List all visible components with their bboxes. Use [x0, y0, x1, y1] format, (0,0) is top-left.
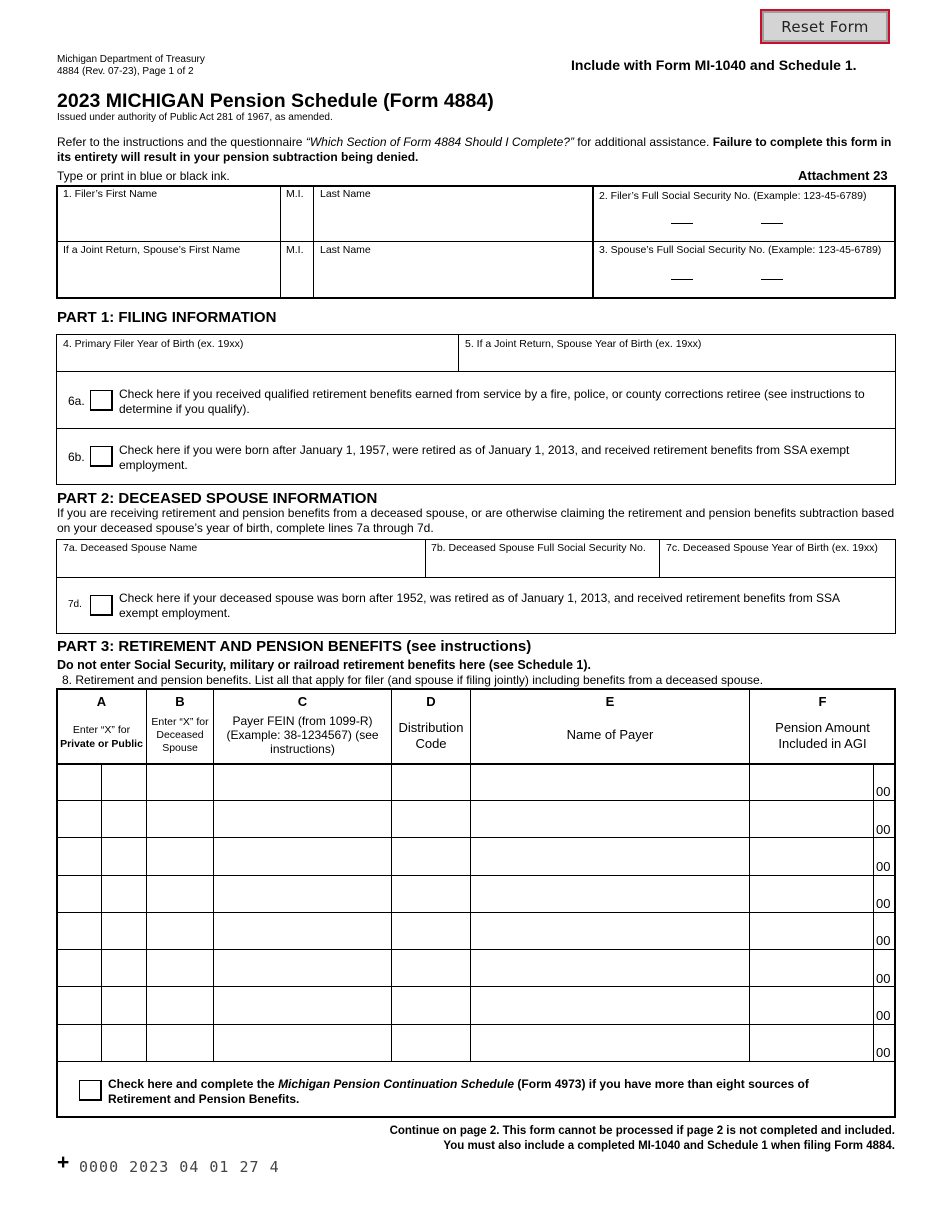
spouse-mi-field[interactable]: M.I. [286, 244, 304, 256]
col-e-letter: E [605, 694, 615, 709]
spouse-last-name-field[interactable]: Last Name [320, 244, 371, 256]
page-title: 2023 MICHIGAN Pension Schedule (Form 4884) [57, 90, 494, 112]
spouse-ssn-field[interactable]: 3. Spouse’s Full Social Security No. (Example: 123-45-6789) [599, 244, 882, 256]
filer-birth-year-field[interactable]: 4. Primary Filer Year of Birth (ex. 19xx) [63, 338, 244, 350]
col-f-letter: F [818, 694, 827, 709]
spouse-first-name-field[interactable]: If a Joint Return, Spouse’s First Name [63, 244, 241, 256]
col-a-header: Enter “X” for Private or Public [60, 724, 143, 750]
line-6a-text: Check here if you received qualified retirement benefits earned from service by a fire, police, or county corrections retiree (see instructions to determine if you qualify). [119, 387, 865, 416]
deceased-spouse-birth-year-field[interactable]: 7c. Deceased Spouse Year of Birth (ex. 19xx) [666, 542, 878, 554]
part2-heading: PART 2: DECEASED SPOUSE INFORMATION [57, 490, 378, 507]
spouse-birth-year-field[interactable]: 5. If a Joint Return, Spouse Year of Birth (ex. 19xx) [465, 338, 702, 350]
line-6a-number: 6a. [68, 394, 85, 408]
line-6a-checkbox[interactable] [90, 390, 113, 411]
table-row[interactable] [57, 987, 895, 1023]
cents-label: 00 [876, 896, 891, 911]
cents-label: 00 [876, 933, 891, 948]
cents-label: 00 [876, 859, 891, 874]
identification-box [56, 185, 896, 299]
filer-ssn-field[interactable]: 2. Filer’s Full Social Security No. (Example: 123-45-6789) [599, 190, 867, 202]
line-8-text: 8. Retirement and pension benefits. List all that apply for filer (and spouse if filing jointly) including benefits from a deceased spouse. [62, 673, 764, 687]
benefits-rows [57, 765, 895, 1061]
include-note: You must also include a completed MI-1040 and Schedule 1 when filing Form 4884. [443, 1140, 895, 1152]
col-f-header: Pension Amount Included in AGI [775, 720, 870, 751]
table-row[interactable] [57, 839, 895, 875]
authority-note: Issued under authority of Public Act 281 of 1967, as amended. [57, 112, 333, 123]
cents-label: 00 [876, 1045, 891, 1060]
cents-label: 00 [876, 971, 891, 986]
table-row[interactable] [57, 1024, 895, 1060]
continuation-text: Check here and complete the Michigan Pension Continuation Schedule (Form 4973) if you have more than eight sources of Retirement and Pension Benefits. [108, 1077, 809, 1106]
line-6b-number: 6b. [68, 450, 85, 464]
filer-mi-field[interactable]: M.I. [286, 188, 304, 200]
col-b-header: Enter “X” for Deceased Spouse [151, 716, 209, 754]
part2-intro: If you are receiving retirement and pension benefits from a deceased spouse, or are otherwise claiming the retirement and pension benefits subtraction based on your deceased spouse’s year of birth, complete lines 7a through 7d. [57, 506, 895, 535]
cents-label: 00 [876, 1008, 891, 1023]
include-with-note: Include with Form MI-1040 and Schedule 1. [571, 57, 857, 73]
cents-label: 00 [876, 784, 891, 799]
col-c-header: Payer FEIN (from 1099-R) (Example: 38-1234567) (see instructions) [226, 714, 379, 756]
line-7d-number: 7d. [68, 599, 82, 610]
line-6b-checkbox[interactable] [90, 446, 113, 467]
col-c-letter: C [297, 694, 308, 709]
deceased-spouse-ssn-field[interactable]: 7b. Deceased Spouse Full Social Security No. [431, 542, 646, 554]
attachment-number: Attachment 23 [798, 168, 888, 183]
form-revision: 4884 (Rev. 07-23), Page 1 of 2 [57, 66, 194, 77]
table-row[interactable] [57, 876, 895, 912]
part3-heading: PART 3: RETIREMENT AND PENSION BENEFITS (see instructions) [57, 638, 532, 655]
col-d-header: Distribution Code [398, 720, 464, 751]
col-b-letter: B [175, 694, 185, 709]
col-e-header: Name of Payer [566, 727, 654, 742]
part1-heading: PART 1: FILING INFORMATION [57, 309, 277, 326]
line-7d-text: Check here if your deceased spouse was born after 1952, was retired as of January 1, 2013, and received retirement benefits from SSA exempt employment. [119, 591, 840, 620]
department-name: Michigan Department of Treasury [57, 54, 205, 65]
form-barcode-number: 0000 2023 04 01 27 4 [79, 1158, 280, 1176]
filer-first-name-field[interactable]: 1. Filer’s First Name [63, 188, 158, 200]
ink-note: Type or print in blue or black ink. [57, 169, 230, 183]
col-a-letter: A [96, 694, 107, 709]
line-7d-checkbox[interactable] [90, 595, 113, 616]
deceased-spouse-name-field[interactable]: 7a. Deceased Spouse Name [63, 542, 198, 554]
instructions-paragraph: Refer to the instructions and the questionnaire “Which Section of Form 4884 Should I Complete?” for additional assistance. Failure to complete this form in its entirety will result in your pension subtraction being denied. [57, 135, 892, 164]
part3-warning: Do not enter Social Security, military or railroad retirement benefits here (see Schedule 1). [57, 658, 591, 672]
table-row[interactable] [57, 913, 895, 949]
table-row[interactable] [57, 765, 895, 801]
col-d-letter: D [426, 694, 436, 709]
filer-last-name-field[interactable]: Last Name [320, 188, 371, 200]
table-row[interactable] [57, 950, 895, 986]
cents-label: 00 [876, 822, 891, 837]
continuation-checkbox[interactable] [79, 1080, 102, 1101]
reset-form-button[interactable]: Reset Form [760, 9, 890, 44]
line-6b-text: Check here if you were born after January 1, 1957, were retired as of January 1, 2013, and received retirement benefits from SSA exempt employment. [119, 443, 850, 472]
continue-note: Continue on page 2. This form cannot be processed if page 2 is not completed and included. [389, 1125, 895, 1137]
plus-mark: + [57, 1151, 70, 1174]
table-row[interactable] [57, 802, 895, 838]
